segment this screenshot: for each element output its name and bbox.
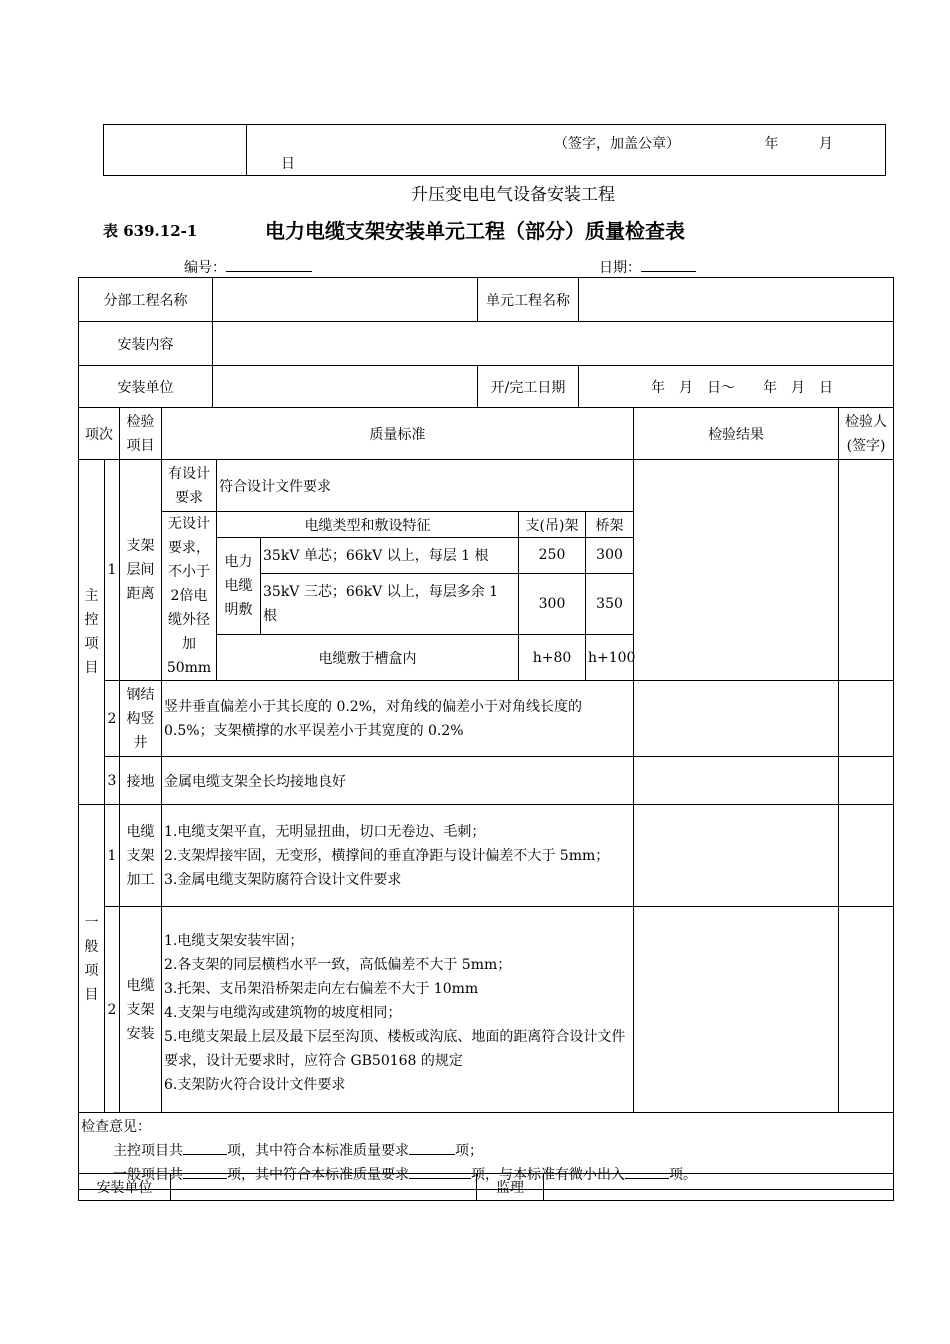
- general-item1-no: 1: [105, 805, 120, 907]
- opinion-general-end: 项。: [669, 1167, 697, 1183]
- prev-month: 月: [818, 136, 833, 152]
- general-item2-text: [162, 907, 634, 1113]
- main-control-label: 主控项目: [79, 460, 105, 805]
- general-item1-result[interactable]: [634, 805, 839, 907]
- general-item1-line1: 1.电缆支架平直，无明显扭曲，切口无卷边、毛刺；: [164, 823, 486, 840]
- cable-type-header: 电缆类型和敷设特征: [217, 512, 519, 538]
- no-design-label: 无设计要求，不小于2倍电缆外径加50mm: [162, 512, 217, 681]
- spacing-row2-bracket: 300: [519, 573, 586, 635]
- main-item1-no: 1: [105, 460, 120, 681]
- install-unit-value[interactable]: [213, 366, 478, 408]
- col-inspector: 检验人(签字): [839, 408, 894, 460]
- design-req-label: 有设计要求: [162, 460, 217, 512]
- project-title: 升压变电电气设备安装工程: [411, 185, 615, 205]
- general-item1-inspector[interactable]: [839, 805, 894, 907]
- main-item1-name: 支架层间距离: [120, 460, 162, 681]
- main-item1-result[interactable]: [634, 460, 839, 681]
- col-check-item: 检验项目: [120, 408, 162, 460]
- general-item1-line3: 3.金属电缆支架防腐符合设计文件要求: [164, 871, 402, 888]
- general-item2-no: 2: [105, 907, 120, 1113]
- main-item2-result[interactable]: [634, 681, 839, 757]
- main-item2-text: 竖井垂直偏差小于其长度的 0.2%，对角线的偏差小于对角线长度的 0.5%；支架横撑的水平误差小于其宽度的 0.2%: [162, 681, 634, 757]
- unit-project-label: 单元工程名称: [478, 278, 579, 322]
- signature-table: [78, 1173, 894, 1201]
- trough-tray: h+100: [586, 635, 634, 681]
- footer-install-unit-value[interactable]: [171, 1174, 477, 1201]
- bracket-header: 支(吊)架: [519, 512, 586, 538]
- prev-left-cell: [104, 125, 247, 176]
- general-item2-line3: 3.托架、支吊架沿桥架走向左右偏差不大于 10mm: [164, 980, 479, 997]
- serial-input[interactable]: [226, 256, 312, 272]
- start-end-label: 开/完工日期: [478, 366, 579, 408]
- general-item2-line2: 2.各支架的同层横档水平一致，高低偏差不大于 5mm；: [164, 956, 512, 973]
- table-title: 电力电缆支架安装单元工程（部分）质量检查表: [265, 219, 685, 243]
- date-input[interactable]: [641, 256, 696, 272]
- tray-header: 桥架: [586, 512, 634, 538]
- content-value[interactable]: [213, 322, 894, 366]
- power-cable-label: 电力电缆明敷: [217, 538, 261, 635]
- main-item3-text: 金属电缆支架全长均接地良好: [162, 757, 634, 805]
- col-item-no: 项次: [79, 408, 120, 460]
- col-standard: 质量标准: [162, 408, 634, 460]
- general-item1-text: [162, 805, 634, 907]
- spacing-row1-bracket: 250: [519, 538, 586, 574]
- spacing-row1-tray: 300: [586, 538, 634, 574]
- general-item2-line1: 1.电缆支架安装牢固；: [164, 932, 304, 949]
- opinion-main-end: 项；: [455, 1143, 483, 1159]
- main-item3-inspector[interactable]: [839, 757, 894, 805]
- trough-desc: 电缆敷于槽盒内: [217, 635, 519, 681]
- sub-project-value[interactable]: [213, 278, 478, 322]
- general-item2-inspector[interactable]: [839, 907, 894, 1113]
- footer-supervision-label: 监理: [477, 1174, 544, 1201]
- prev-day: 日: [281, 156, 295, 172]
- start-end-date[interactable]: 年 月 日～ 年 月 日: [579, 366, 894, 408]
- general-item1-line2: 2.支架焊接牢固，无变形，横撑间的垂直净距与设计偏差不大于 5mm；: [164, 847, 610, 864]
- date-label: 日期：: [599, 260, 641, 276]
- main-item2-no: 2: [105, 681, 120, 757]
- general-item2-line5: 5.电缆支架最上层及最下层至沟顶、楼板或沟底、地面的距离符合设计文件要求，设计无要求时，应符合 GB50168 的规定: [164, 1028, 626, 1069]
- info-table: [78, 277, 894, 408]
- general-item1-name: 电缆支架加工: [120, 805, 162, 907]
- footer-install-unit-label: 安装单位: [79, 1174, 171, 1201]
- sub-project-label: 分部工程名称: [79, 278, 213, 322]
- prev-sign-cell: [247, 125, 886, 176]
- spacing-row2-tray: 350: [586, 573, 634, 635]
- design-req-text: 符合设计文件要求: [217, 460, 634, 512]
- general-item2-line4: 4.支架与电缆沟或建筑物的坡度相同；: [164, 1004, 402, 1021]
- table-number: 表 639.12-1: [103, 222, 198, 240]
- opinion-main-mid: 项，其中符合本标准质量要求: [227, 1143, 409, 1159]
- opinion-label: 检查意见：: [81, 1119, 151, 1135]
- general-item2-line6: 6.支架防火符合设计文件要求: [164, 1076, 346, 1093]
- unit-project-value[interactable]: [579, 278, 894, 322]
- main-item1-inspector[interactable]: [839, 460, 894, 681]
- main-item3-result[interactable]: [634, 757, 839, 805]
- install-unit-label: 安装单位: [79, 366, 213, 408]
- previous-table-fragment: [103, 124, 886, 176]
- col-result: 检验结果: [634, 408, 839, 460]
- general-item2-name: 电缆支架安装: [120, 907, 162, 1113]
- opinion-general-mid2: 项，与本标准有微小出入: [471, 1167, 625, 1183]
- opinion-main-prefix: 主控项目共: [113, 1143, 183, 1159]
- content-label: 安装内容: [79, 322, 213, 366]
- general-item2-result[interactable]: [634, 907, 839, 1113]
- serial-label: 编号：: [184, 260, 226, 276]
- spacing-row2-desc: 35kV 三芯；66kV 以上，每层多余 1 根: [261, 573, 519, 635]
- general-label: 一般项目: [79, 805, 105, 1113]
- prev-year: 年: [764, 136, 779, 152]
- main-total-input[interactable]: [183, 1139, 227, 1155]
- prev-sign-text: （签字，加盖公章）: [554, 136, 680, 152]
- main-item3-name: 接地: [120, 757, 162, 805]
- opinion-general-prefix: 一般项目共: [113, 1167, 183, 1183]
- main-pass-input[interactable]: [409, 1139, 455, 1155]
- inspection-table: [78, 407, 894, 1190]
- footer-supervision-value[interactable]: [544, 1174, 894, 1201]
- serial-field: [184, 256, 312, 277]
- date-field: [599, 256, 696, 277]
- trough-bracket: h+80: [519, 635, 586, 681]
- main-item3-no: 3: [105, 757, 120, 805]
- main-item2-name: 钢结构竖井: [120, 681, 162, 757]
- spacing-row1-desc: 35kV 单芯；66kV 以上，每层 1 根: [261, 538, 519, 574]
- opinion-general-mid: 项，其中符合本标准质量要求: [227, 1167, 409, 1183]
- main-item2-inspector[interactable]: [839, 681, 894, 757]
- opinion-main-line: [81, 1139, 891, 1163]
